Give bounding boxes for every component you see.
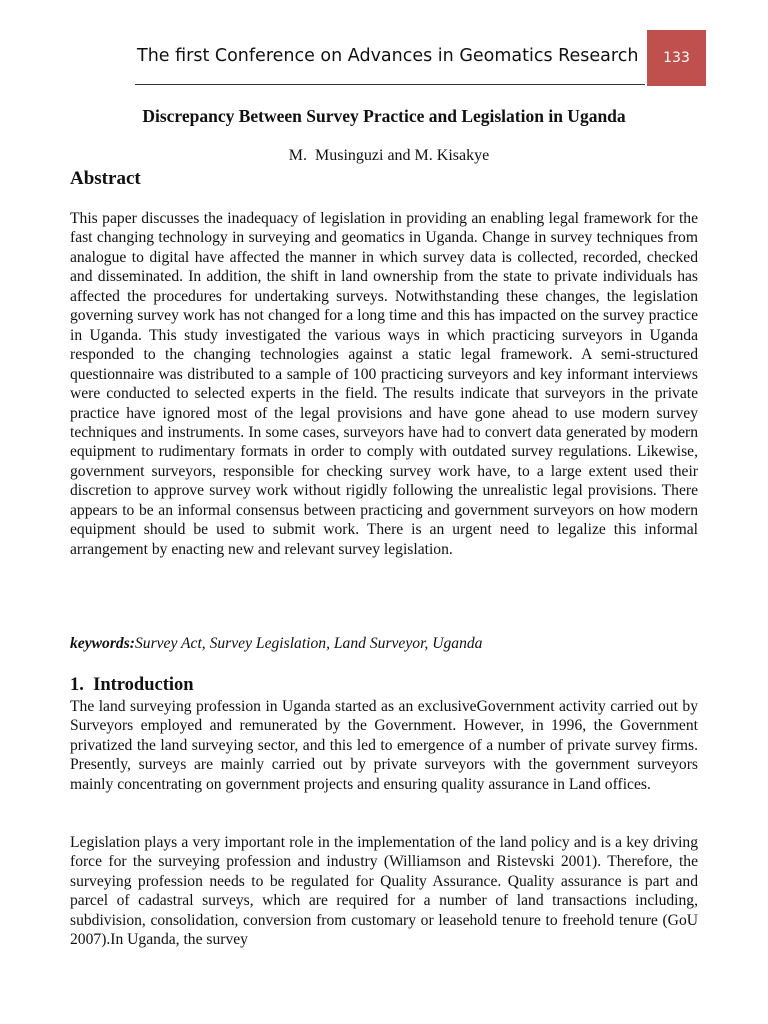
- intro-paragraph-2: Legislation plays a very important role in the implementation of the land policy and is a key driving force for the surveying profession and industry (Williamson and Ristevski 2001). Therefore, the surveying profession needs to be regulated for Quality Assurance. Quality assurance is part and parcel of cadastral surveys, which are required for a number of land transactions including, subdivision, consolidation, conversion from customary or leasehold tenure to freehold tenure (GoU 2007).In Uganda, the survey: [70, 834, 698, 949]
- paper-title: Discrepancy Between Survey Practice and Legislation in Uganda: [142, 106, 626, 126]
- running-header: [135, 44, 645, 85]
- intro-paragraph-1: The land surveying profession in Uganda started as an exclusiveGovernment activity carried out by Surveyors employed and remunerated by the Government. However, in 1996, the Government privatized the land surveying sector, and this led to emergence of a number of private survey firms. Presently, surveys are mainly carried out by private surveyors with the government surveyors mainly concentrating on government projects and ensuring quality assurance in Land offices.: [70, 698, 698, 793]
- abstract-heading: Abstract: [70, 168, 141, 189]
- page-number-badge: 133: [647, 30, 706, 86]
- paper-authors: M. Musinguzi and M. Kisakye: [288, 147, 490, 164]
- section-heading-introduction: 1. Introduction: [70, 675, 194, 695]
- keywords-line: [70, 635, 482, 653]
- keywords-label: keywords:: [70, 635, 135, 652]
- keywords-text: Survey Act, Survey Legislation, Land Surveyor, Uganda: [134, 635, 483, 652]
- conference-title: The first Conference on Advances in Geomatics Research: [137, 46, 639, 66]
- abstract-paragraph: This paper discusses the inadequacy of legislation in providing an enabling legal framework for the fast changing technology in surveying and geomatics in Uganda. Change in survey techniques from analogue to digital have affected the manner in which survey data is collected, recorded, checked and disseminated. In addition, the shift in land ownership from the state to private individuals has affected the procedures for undertaking surveys. Notwithstanding these changes, the legislation governing survey work has not changed for a long time and this has impacted on the survey practice in Uganda. This study investigated the various ways in which practicing surveyors in Uganda responded to the changing technologies against a static legal framework. A semi-structured questionnaire was distributed to a sample of 100 practicing surveyors and key informant interviews were conducted to selected experts in the field. The results indicate that surveyors in the private practice have ignored most of the legal provisions and have gone ahead to use modern survey techniques and instruments. In some cases, surveyors have had to convert data generated by modern equipment to rudimentary formats in order to comply with outdated survey regulations. Likewise, government surveyors, responsible for checking survey work have, to a large extent used their discretion to approve survey work without rigidly following the unrealistic legal provisions. There appears to be an informal consensus between practicing and government surveyors on how modern equipment should be used to submit work. There is an urgent need to legalize this informal arrangement by enacting new and relevant survey legislation.: [70, 210, 698, 558]
